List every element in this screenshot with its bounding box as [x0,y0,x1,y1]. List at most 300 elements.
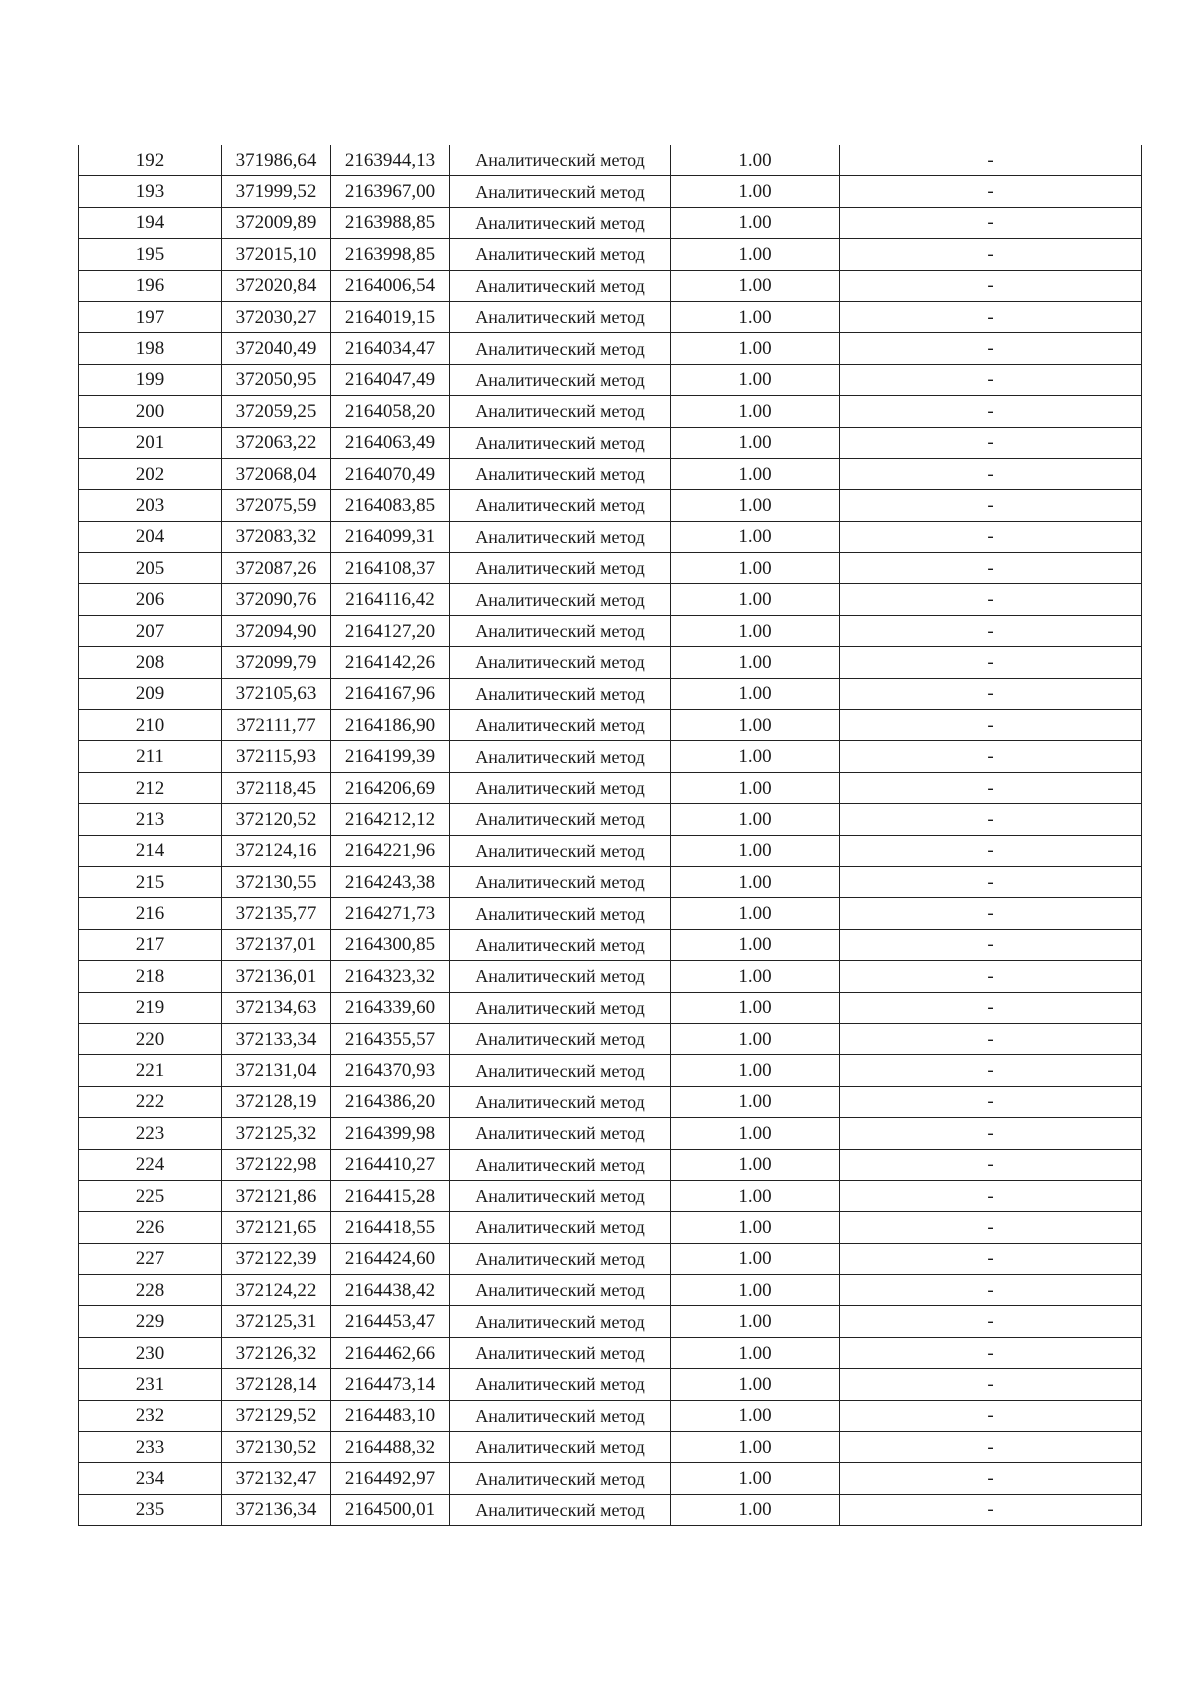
point-number-cell: 195 [79,239,222,270]
method-cell: Аналитический метод [450,1149,671,1180]
point-number-cell: 214 [79,835,222,866]
x-coordinate-cell: 372121,65 [222,1212,331,1243]
x-coordinate-cell: 372063,22 [222,427,331,458]
description-cell: - [840,1337,1142,1368]
x-coordinate-cell: 372115,93 [222,741,331,772]
accuracy-cell: 1.00 [671,584,840,615]
x-coordinate-cell: 372009,89 [222,207,331,238]
method-cell: Аналитический метод [450,427,671,458]
y-coordinate-cell: 2164063,49 [331,427,450,458]
point-number-cell: 225 [79,1180,222,1211]
method-cell: Аналитический метод [450,176,671,207]
table-row [79,678,1142,709]
description-cell: - [840,207,1142,238]
table-row [79,929,1142,960]
accuracy-cell: 1.00 [671,1400,840,1431]
method-cell: Аналитический метод [450,584,671,615]
table-row [79,270,1142,301]
table-row [79,866,1142,897]
y-coordinate-cell: 2164167,96 [331,678,450,709]
y-coordinate-cell: 2164386,20 [331,1086,450,1117]
y-coordinate-cell: 2164047,49 [331,364,450,395]
accuracy-cell: 1.00 [671,866,840,897]
point-number-cell: 220 [79,1023,222,1054]
point-number-cell: 202 [79,458,222,489]
table-row [79,1369,1142,1400]
description-cell: - [840,521,1142,552]
x-coordinate-cell: 371986,64 [222,145,331,176]
point-number-cell: 193 [79,176,222,207]
point-number-cell: 217 [79,929,222,960]
x-coordinate-cell: 372135,77 [222,898,331,929]
y-coordinate-cell: 2164206,69 [331,772,450,803]
method-cell: Аналитический метод [450,772,671,803]
method-cell: Аналитический метод [450,1180,671,1211]
method-cell: Аналитический метод [450,1463,671,1494]
method-cell: Аналитический метод [450,1023,671,1054]
y-coordinate-cell: 2164500,01 [331,1494,450,1525]
method-cell: Аналитический метод [450,1306,671,1337]
method-cell: Аналитический метод [450,1055,671,1086]
y-coordinate-cell: 2164212,12 [331,804,450,835]
y-coordinate-cell: 2164323,32 [331,961,450,992]
accuracy-cell: 1.00 [671,804,840,835]
method-cell: Аналитический метод [450,1086,671,1117]
accuracy-cell: 1.00 [671,1023,840,1054]
accuracy-cell: 1.00 [671,929,840,960]
x-coordinate-cell: 372087,26 [222,553,331,584]
description-cell: - [840,458,1142,489]
method-cell: Аналитический метод [450,1432,671,1463]
method-cell: Аналитический метод [450,1243,671,1274]
point-number-cell: 206 [79,584,222,615]
x-coordinate-cell: 372075,59 [222,490,331,521]
accuracy-cell: 1.00 [671,1086,840,1117]
y-coordinate-cell: 2164415,28 [331,1180,450,1211]
description-cell: - [840,364,1142,395]
accuracy-cell: 1.00 [671,1055,840,1086]
table-row [79,647,1142,678]
method-cell: Аналитический метод [450,1337,671,1368]
y-coordinate-cell: 2164462,66 [331,1337,450,1368]
x-coordinate-cell: 372125,31 [222,1306,331,1337]
table-row [79,835,1142,866]
point-number-cell: 230 [79,1337,222,1368]
description-cell: - [840,396,1142,427]
description-cell: - [840,866,1142,897]
y-coordinate-cell: 2164424,60 [331,1243,450,1274]
accuracy-cell: 1.00 [671,772,840,803]
y-coordinate-cell: 2164058,20 [331,396,450,427]
point-number-cell: 216 [79,898,222,929]
method-cell: Аналитический метод [450,333,671,364]
table-row [79,427,1142,458]
description-cell: - [840,301,1142,332]
y-coordinate-cell: 2164473,14 [331,1369,450,1400]
y-coordinate-cell: 2164099,31 [331,521,450,552]
description-cell: - [840,1400,1142,1431]
accuracy-cell: 1.00 [671,1212,840,1243]
point-number-cell: 199 [79,364,222,395]
y-coordinate-cell: 2164006,54 [331,270,450,301]
x-coordinate-cell: 372124,16 [222,835,331,866]
accuracy-cell: 1.00 [671,364,840,395]
method-cell: Аналитический метод [450,553,671,584]
point-number-cell: 200 [79,396,222,427]
y-coordinate-cell: 2164108,37 [331,553,450,584]
x-coordinate-cell: 372020,84 [222,270,331,301]
y-coordinate-cell: 2164271,73 [331,898,450,929]
x-coordinate-cell: 372122,98 [222,1149,331,1180]
description-cell: - [840,1149,1142,1180]
description-cell: - [840,961,1142,992]
method-cell: Аналитический метод [450,1400,671,1431]
table-row [79,239,1142,270]
accuracy-cell: 1.00 [671,1275,840,1306]
x-coordinate-cell: 372137,01 [222,929,331,960]
table-row [79,145,1142,176]
y-coordinate-cell: 2164083,85 [331,490,450,521]
method-cell: Аналитический метод [450,615,671,646]
table-row [79,396,1142,427]
method-cell: Аналитический метод [450,521,671,552]
method-cell: Аналитический метод [450,835,671,866]
point-number-cell: 234 [79,1463,222,1494]
x-coordinate-cell: 372132,47 [222,1463,331,1494]
description-cell: - [840,1275,1142,1306]
table-row [79,898,1142,929]
point-number-cell: 212 [79,772,222,803]
accuracy-cell: 1.00 [671,615,840,646]
point-number-cell: 221 [79,1055,222,1086]
method-cell: Аналитический метод [450,804,671,835]
x-coordinate-cell: 372133,34 [222,1023,331,1054]
y-coordinate-cell: 2164199,39 [331,741,450,772]
description-cell: - [840,553,1142,584]
y-coordinate-cell: 2164019,15 [331,301,450,332]
accuracy-cell: 1.00 [671,1369,840,1400]
point-number-cell: 231 [79,1369,222,1400]
x-coordinate-cell: 372040,49 [222,333,331,364]
accuracy-cell: 1.00 [671,1306,840,1337]
y-coordinate-cell: 2164488,32 [331,1432,450,1463]
point-number-cell: 196 [79,270,222,301]
table-row [79,804,1142,835]
point-number-cell: 233 [79,1432,222,1463]
accuracy-cell: 1.00 [671,647,840,678]
table-row [79,1275,1142,1306]
description-cell: - [840,1055,1142,1086]
description-cell: - [840,1243,1142,1274]
accuracy-cell: 1.00 [671,270,840,301]
point-number-cell: 201 [79,427,222,458]
method-cell: Аналитический метод [450,866,671,897]
table-row [79,1337,1142,1368]
table-row [79,615,1142,646]
y-coordinate-cell: 2163988,85 [331,207,450,238]
y-coordinate-cell: 2163944,13 [331,145,450,176]
coordinates-table-body [79,145,1142,1526]
accuracy-cell: 1.00 [671,458,840,489]
accuracy-cell: 1.00 [671,396,840,427]
point-number-cell: 218 [79,961,222,992]
x-coordinate-cell: 372128,19 [222,1086,331,1117]
description-cell: - [840,1463,1142,1494]
table-row [79,1432,1142,1463]
y-coordinate-cell: 2164370,93 [331,1055,450,1086]
point-number-cell: 235 [79,1494,222,1525]
x-coordinate-cell: 372015,10 [222,239,331,270]
method-cell: Аналитический метод [450,490,671,521]
table-row [79,553,1142,584]
method-cell: Аналитический метод [450,1118,671,1149]
x-coordinate-cell: 372130,55 [222,866,331,897]
coordinates-table [78,145,1142,1526]
method-cell: Аналитический метод [450,678,671,709]
x-coordinate-cell: 371999,52 [222,176,331,207]
x-coordinate-cell: 372134,63 [222,992,331,1023]
x-coordinate-cell: 372128,14 [222,1369,331,1400]
x-coordinate-cell: 372124,22 [222,1275,331,1306]
description-cell: - [840,1494,1142,1525]
method-cell: Аналитический метод [450,710,671,741]
table-row [79,584,1142,615]
table-row [79,961,1142,992]
table-row [79,364,1142,395]
table-row [79,333,1142,364]
x-coordinate-cell: 372111,77 [222,710,331,741]
y-coordinate-cell: 2164034,47 [331,333,450,364]
x-coordinate-cell: 372059,25 [222,396,331,427]
y-coordinate-cell: 2164438,42 [331,1275,450,1306]
y-coordinate-cell: 2164355,57 [331,1023,450,1054]
accuracy-cell: 1.00 [671,1243,840,1274]
point-number-cell: 232 [79,1400,222,1431]
method-cell: Аналитический метод [450,1369,671,1400]
accuracy-cell: 1.00 [671,207,840,238]
point-number-cell: 211 [79,741,222,772]
method-cell: Аналитический метод [450,741,671,772]
description-cell: - [840,239,1142,270]
accuracy-cell: 1.00 [671,521,840,552]
y-coordinate-cell: 2164418,55 [331,1212,450,1243]
description-cell: - [840,647,1142,678]
table-row [79,458,1142,489]
description-cell: - [840,741,1142,772]
y-coordinate-cell: 2164186,90 [331,710,450,741]
y-coordinate-cell: 2163967,00 [331,176,450,207]
x-coordinate-cell: 372090,76 [222,584,331,615]
method-cell: Аналитический метод [450,898,671,929]
description-cell: - [840,145,1142,176]
y-coordinate-cell: 2164339,60 [331,992,450,1023]
x-coordinate-cell: 372050,95 [222,364,331,395]
x-coordinate-cell: 372030,27 [222,301,331,332]
description-cell: - [840,804,1142,835]
table-row [79,490,1142,521]
x-coordinate-cell: 372129,52 [222,1400,331,1431]
description-cell: - [840,1180,1142,1211]
point-number-cell: 215 [79,866,222,897]
accuracy-cell: 1.00 [671,145,840,176]
method-cell: Аналитический метод [450,961,671,992]
description-cell: - [840,678,1142,709]
y-coordinate-cell: 2164070,49 [331,458,450,489]
description-cell: - [840,584,1142,615]
table-row [79,301,1142,332]
description-cell: - [840,710,1142,741]
accuracy-cell: 1.00 [671,1494,840,1525]
table-row [79,710,1142,741]
point-number-cell: 222 [79,1086,222,1117]
table-row [79,1118,1142,1149]
description-cell: - [840,1086,1142,1117]
x-coordinate-cell: 372120,52 [222,804,331,835]
accuracy-cell: 1.00 [671,427,840,458]
accuracy-cell: 1.00 [671,239,840,270]
y-coordinate-cell: 2164116,42 [331,584,450,615]
method-cell: Аналитический метод [450,647,671,678]
x-coordinate-cell: 372126,32 [222,1337,331,1368]
description-cell: - [840,1432,1142,1463]
table-row [79,1494,1142,1525]
method-cell: Аналитический метод [450,145,671,176]
table-row [79,741,1142,772]
y-coordinate-cell: 2164483,10 [331,1400,450,1431]
x-coordinate-cell: 372136,01 [222,961,331,992]
point-number-cell: 192 [79,145,222,176]
accuracy-cell: 1.00 [671,961,840,992]
y-coordinate-cell: 2163998,85 [331,239,450,270]
point-number-cell: 208 [79,647,222,678]
y-coordinate-cell: 2164453,47 [331,1306,450,1337]
table-row [79,1400,1142,1431]
table-row [79,772,1142,803]
point-number-cell: 228 [79,1275,222,1306]
method-cell: Аналитический метод [450,270,671,301]
table-row [79,1243,1142,1274]
accuracy-cell: 1.00 [671,898,840,929]
accuracy-cell: 1.00 [671,992,840,1023]
y-coordinate-cell: 2164221,96 [331,835,450,866]
method-cell: Аналитический метод [450,207,671,238]
x-coordinate-cell: 372121,86 [222,1180,331,1211]
y-coordinate-cell: 2164142,26 [331,647,450,678]
x-coordinate-cell: 372122,39 [222,1243,331,1274]
table-row [79,521,1142,552]
table-row [79,1212,1142,1243]
y-coordinate-cell: 2164399,98 [331,1118,450,1149]
table-row [79,1023,1142,1054]
table-row [79,992,1142,1023]
description-cell: - [840,1306,1142,1337]
description-cell: - [840,772,1142,803]
method-cell: Аналитический метод [450,1275,671,1306]
point-number-cell: 209 [79,678,222,709]
point-number-cell: 207 [79,615,222,646]
accuracy-cell: 1.00 [671,1118,840,1149]
accuracy-cell: 1.00 [671,741,840,772]
description-cell: - [840,270,1142,301]
y-coordinate-cell: 2164300,85 [331,929,450,960]
description-cell: - [840,992,1142,1023]
x-coordinate-cell: 372068,04 [222,458,331,489]
table-row [79,176,1142,207]
table-row [79,1306,1142,1337]
method-cell: Аналитический метод [450,929,671,960]
table-row [79,1086,1142,1117]
accuracy-cell: 1.00 [671,1337,840,1368]
accuracy-cell: 1.00 [671,710,840,741]
x-coordinate-cell: 372094,90 [222,615,331,646]
x-coordinate-cell: 372083,32 [222,521,331,552]
table-row [79,1463,1142,1494]
x-coordinate-cell: 372136,34 [222,1494,331,1525]
description-cell: - [840,1369,1142,1400]
point-number-cell: 203 [79,490,222,521]
point-number-cell: 198 [79,333,222,364]
x-coordinate-cell: 372130,52 [222,1432,331,1463]
description-cell: - [840,898,1142,929]
x-coordinate-cell: 372131,04 [222,1055,331,1086]
table-row [79,207,1142,238]
method-cell: Аналитический метод [450,364,671,395]
accuracy-cell: 1.00 [671,1180,840,1211]
x-coordinate-cell: 372118,45 [222,772,331,803]
accuracy-cell: 1.00 [671,176,840,207]
method-cell: Аналитический метод [450,1494,671,1525]
method-cell: Аналитический метод [450,1212,671,1243]
y-coordinate-cell: 2164243,38 [331,866,450,897]
accuracy-cell: 1.00 [671,490,840,521]
description-cell: - [840,1118,1142,1149]
point-number-cell: 223 [79,1118,222,1149]
accuracy-cell: 1.00 [671,678,840,709]
accuracy-cell: 1.00 [671,333,840,364]
point-number-cell: 197 [79,301,222,332]
description-cell: - [840,427,1142,458]
description-cell: - [840,176,1142,207]
point-number-cell: 213 [79,804,222,835]
table-row [79,1149,1142,1180]
description-cell: - [840,615,1142,646]
point-number-cell: 194 [79,207,222,238]
point-number-cell: 224 [79,1149,222,1180]
point-number-cell: 229 [79,1306,222,1337]
y-coordinate-cell: 2164410,27 [331,1149,450,1180]
x-coordinate-cell: 372125,32 [222,1118,331,1149]
accuracy-cell: 1.00 [671,301,840,332]
description-cell: - [840,490,1142,521]
accuracy-cell: 1.00 [671,1149,840,1180]
method-cell: Аналитический метод [450,992,671,1023]
table-row [79,1180,1142,1211]
point-number-cell: 204 [79,521,222,552]
point-number-cell: 205 [79,553,222,584]
point-number-cell: 210 [79,710,222,741]
description-cell: - [840,333,1142,364]
description-cell: - [840,835,1142,866]
method-cell: Аналитический метод [450,396,671,427]
accuracy-cell: 1.00 [671,835,840,866]
method-cell: Аналитический метод [450,301,671,332]
x-coordinate-cell: 372099,79 [222,647,331,678]
accuracy-cell: 1.00 [671,1432,840,1463]
x-coordinate-cell: 372105,63 [222,678,331,709]
description-cell: - [840,1212,1142,1243]
point-number-cell: 226 [79,1212,222,1243]
description-cell: - [840,1023,1142,1054]
